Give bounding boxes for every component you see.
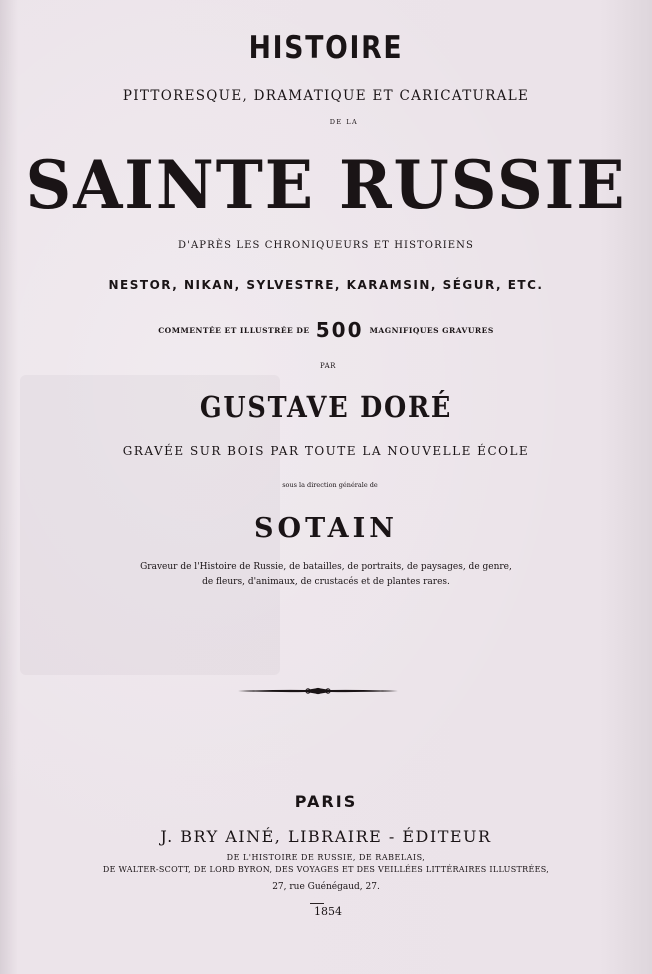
- commentee-line: [0, 318, 652, 342]
- imprint-year: 1854: [314, 905, 342, 918]
- engraver-desc-2: de fleurs, d'animaux, de crustacés et de plantes rares.: [202, 577, 450, 587]
- title-histoire: HISTOIRE: [248, 30, 404, 66]
- gravures-count: 500: [315, 318, 364, 342]
- gravee-line: GRAVÉE SUR BOIS PAR TOUTE LA NOUVELLE ÉCOLE: [122, 444, 530, 458]
- commentee-before: COMMENTÉE ET ILLUSTRÉE DE: [158, 326, 310, 335]
- imprint-address: 27, rue Guénégaud, 27.: [272, 882, 380, 892]
- author-name: GUSTAVE DORÉ: [199, 390, 453, 424]
- commentee-after: MAGNIFIQUES GRAVURES: [369, 326, 494, 335]
- par-line: PAR: [320, 362, 336, 370]
- year-rule: [310, 903, 324, 904]
- sources-line: NESTOR, NIKAN, SYLVESTRE, KARAMSIN, SÉGUR, ETC.: [108, 278, 544, 292]
- engraver-name: SOTAIN: [254, 513, 398, 544]
- main-title: SAINTE RUSSIE: [25, 146, 627, 224]
- engraver-desc-1: Graveur de l'Histoire de Russie, de batailles, de portraits, de paysages, de genre,: [140, 562, 512, 572]
- de-la: DE LA: [329, 118, 359, 126]
- subtitle: PITTORESQUE, DRAMATIQUE ET CARICATURALE: [122, 88, 530, 104]
- sous-direction: sous la direction générale de: [282, 481, 378, 489]
- imprint-city: PARIS: [294, 792, 358, 811]
- ornamental-rule-icon: [236, 684, 400, 698]
- imprint-publisher: J. BRY AINÉ, LIBRAIRE - ÉDITEUR: [160, 827, 492, 846]
- imprint-works-2: DE WALTER-SCOTT, DE LORD BYRON, DES VOYAGES ET DES VEILLÉES LITTÉRAIRES ILLUSTRÉES,: [102, 865, 550, 874]
- dapres-line: D'APRÈS LES CHRONIQUEURS ET HISTORIENS: [178, 240, 474, 251]
- imprint-works-1: DE L'HISTOIRE DE RUSSIE, DE RABELAIS,: [226, 853, 426, 862]
